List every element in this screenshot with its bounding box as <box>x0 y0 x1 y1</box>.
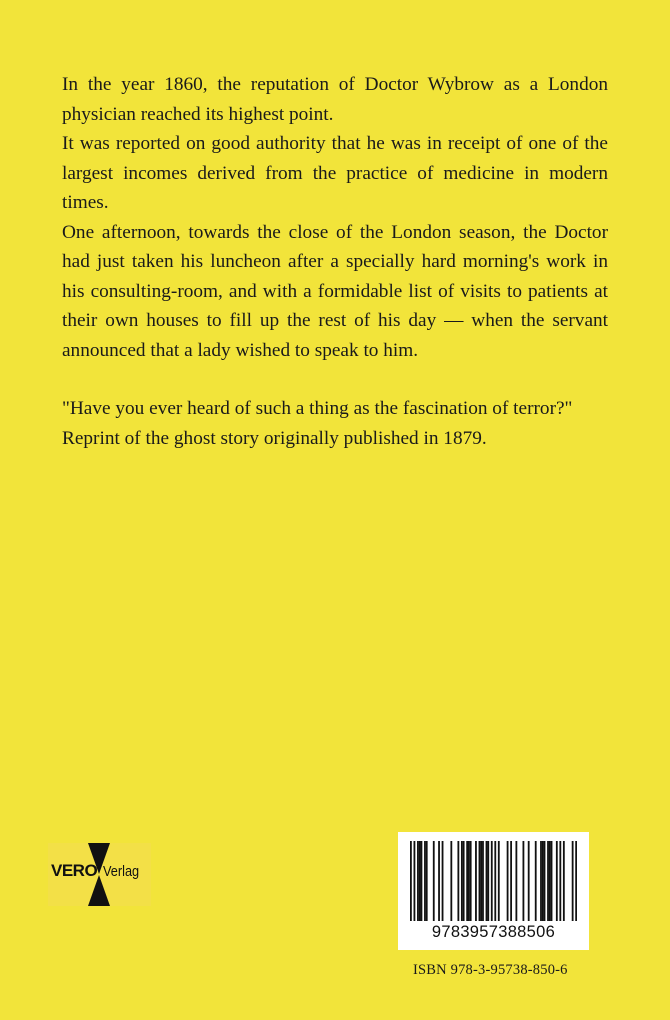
barcode-bar <box>507 841 509 921</box>
barcode-bar <box>461 841 463 921</box>
barcode-bar <box>433 841 435 921</box>
barcode-bar <box>486 841 488 921</box>
blurb-reprint-note: Reprint of the ghost story originally published in 1879. <box>62 427 487 449</box>
barcode-bar <box>556 841 558 921</box>
paragraph-gap <box>62 365 608 394</box>
barcode-bar <box>417 841 419 921</box>
blurb-paragraph-1: In the year 1860, the reputation of Doctor Wybrow as a London physician reached its highest point. <box>62 74 608 125</box>
barcode-bar <box>540 841 542 921</box>
barcode-bar <box>528 841 530 921</box>
barcode-bar <box>475 841 477 921</box>
barcode-bar <box>542 841 544 921</box>
barcode-bar <box>494 841 496 921</box>
barcode-bar <box>544 841 546 921</box>
barcode-bar <box>547 841 549 921</box>
barcode-bar <box>515 841 517 921</box>
barcode-bar <box>414 841 416 921</box>
barcode-bar <box>551 841 553 921</box>
barcode-bar <box>559 841 561 921</box>
barcode-bar <box>442 841 444 921</box>
isbn-label: ISBN 978-3-95738-850-6 <box>413 962 568 978</box>
barcode-bar <box>498 841 500 921</box>
barcode-bar <box>487 841 489 921</box>
blurb-quote: "Have you ever heard of such a thing as the fascination of terror?" <box>62 398 573 419</box>
barcode-bars <box>410 841 577 921</box>
back-cover-blurb <box>62 70 608 453</box>
barcode-bar <box>426 841 428 921</box>
barcode-bar <box>572 841 574 921</box>
barcode-bar <box>480 841 482 921</box>
barcode-bar <box>491 841 493 921</box>
barcode-bar <box>463 841 465 921</box>
barcode-bar <box>563 841 565 921</box>
logo-verlag-text: Verlag <box>103 863 140 880</box>
barcode-bar <box>421 841 423 921</box>
barcode-bar <box>450 841 452 921</box>
blurb-paragraph-2: It was reported on good authority that he was in receipt of one of the largest incomes derived from the practice of medicine in modern times. <box>62 133 608 213</box>
logo-vero-text: VERO <box>51 861 98 880</box>
barcode-bar <box>549 841 551 921</box>
publisher-logo <box>48 843 151 906</box>
barcode-bar <box>510 841 512 921</box>
barcode-bar <box>575 841 577 921</box>
barcode-bar <box>438 841 440 921</box>
barcode-digits: 9783957388506 <box>431 923 556 941</box>
barcode-bar <box>470 841 472 921</box>
barcode-bar <box>482 841 484 921</box>
barcode-bar <box>424 841 426 921</box>
barcode-bar <box>479 841 481 921</box>
barcode <box>398 832 589 950</box>
barcode-bar <box>457 841 459 921</box>
barcode-bar <box>468 841 470 921</box>
barcode-bar <box>466 841 468 921</box>
barcode-bar <box>535 841 537 921</box>
barcode-bar <box>410 841 412 921</box>
barcode-bar <box>523 841 525 921</box>
barcode-bar <box>419 841 421 921</box>
blurb-paragraph-3: One afternoon, towards the close of the London season, the Doctor had just taken his luncheon after a specially hard morning's work in his consulting-room, and with a formidable list of visits to patients at their own houses to fill up the rest of his day — when the servant announced that a lady wished to speak to him. <box>62 221 608 361</box>
